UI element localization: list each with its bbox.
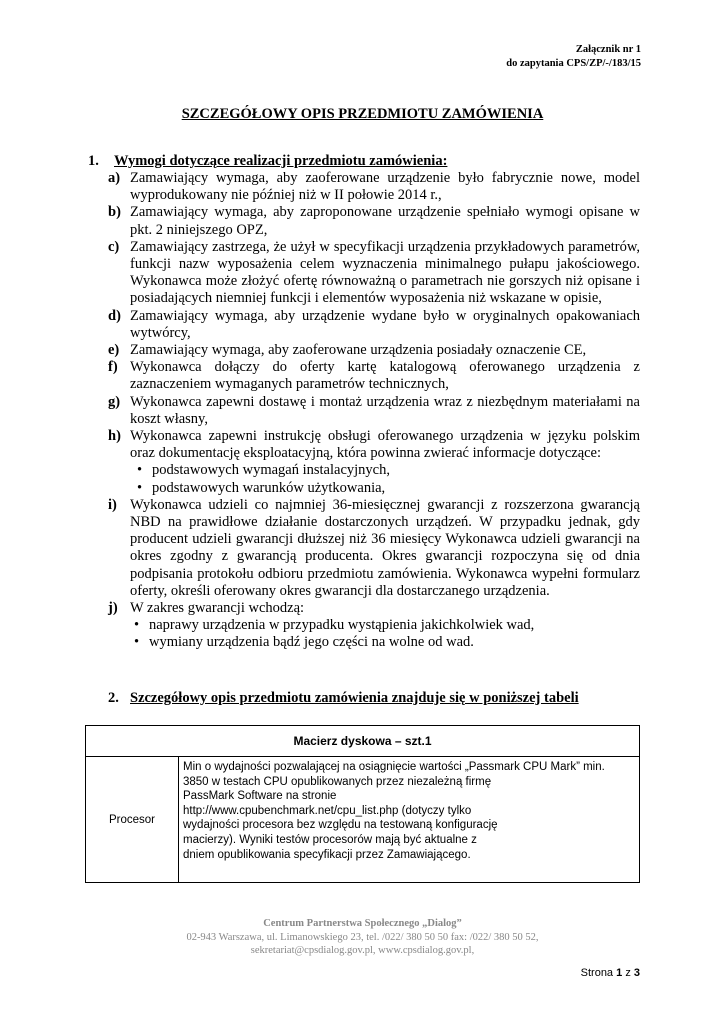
table-header-cell: Macierz dyskowa – szt.1 bbox=[86, 726, 640, 757]
description-line: http://www.cpubenchmark.net/cpu_list.php (dotyczy tylko bbox=[183, 804, 472, 817]
item-text: Wykonawca udzieli co najmniej 36-miesięcznej gwarancji z rozszerzona gwarancją NBD na prawidłowe działanie dostarczonych urządzeń. W przypadku jednak, gdy producent udzieli gwarancji dłuższej niż 36 miesięcy Wykonawca udzieli gwarancji na okres zgodny z gwarancją producenta. Okres gwarancji rozpoczyna się od dnia podpisania protokołu odbioru przedmiotu zamówienia. Wykonawca wypełni formularz oferty, określi oferowany okres gwarancji dla dostarczanego urządzenia. bbox=[130, 496, 640, 599]
item-letter: c) bbox=[108, 238, 120, 255]
section-1-title: Wymogi dotyczące realizacji przedmiotu zamówienia: bbox=[114, 153, 448, 169]
item-letter: a) bbox=[108, 170, 121, 186]
table-header-row bbox=[86, 726, 640, 757]
section-1-heading bbox=[88, 153, 447, 170]
item-text: Zamawiający zastrzega, że użył w specyfikacji urządzenia przykładowych parametrów, funkcji nazw wyposażenia celem wyznaczenia minimalnego pułapu jakościowego. Wykonawca może złożyć ofertę równoważną o parametrach nie gorszych niż opisane i posiadających niemniej funkcji i elementów wyposażenia niż wskazane w opisie, bbox=[130, 238, 640, 307]
table-row bbox=[86, 757, 640, 883]
item-letter: j) bbox=[108, 600, 118, 617]
bullet-item bbox=[108, 462, 640, 479]
page-separator: z bbox=[625, 967, 631, 979]
item-text: Zamawiający wymaga, aby zaproponowane urządzenie spełniało wymogi opisane w pkt. 2 niniejszego OPZ, bbox=[130, 204, 640, 238]
bullet-icon: • bbox=[134, 634, 140, 651]
footer-address: 02-943 Warszawa, ul. Limanowskiego 23, tel. /022/ 380 50 50 fax: /022/ 380 50 52, bbox=[186, 931, 539, 943]
list-item-g bbox=[108, 394, 640, 428]
bullet-text: naprawy urządzenia w przypadku wystąpienia jakichkolwiek wad, bbox=[149, 617, 535, 634]
page-prefix: Strona bbox=[580, 967, 614, 979]
item-letter: h) bbox=[108, 428, 121, 445]
footer-organization: Centrum Partnerstwa Społecznego „Dialog” bbox=[263, 918, 462, 929]
description-line: PassMark Software na stronie bbox=[183, 790, 337, 803]
row-description-cell bbox=[179, 757, 640, 883]
item-text: Wykonawca zapewni instrukcję obsługi oferowanego urządzenia w języku polskim oraz dokumentację eksploatacyjną, która powinna zwierać informacje dotyczące: bbox=[130, 428, 640, 462]
document-title: SZCZEGÓŁOWY OPIS PRZEDMIOTU ZAMÓWIENIA bbox=[181, 106, 544, 122]
description-line: dniem opublikowania specyfikacji przez Zamawiającego. bbox=[183, 848, 471, 861]
item-letter: d) bbox=[108, 307, 121, 324]
item-letter: g) bbox=[108, 393, 121, 410]
footer-contact: sekretariat@cpsdialog.gov.pl, www.cpsdialog.gov.pl, bbox=[250, 945, 475, 956]
bullet-icon: • bbox=[137, 479, 143, 496]
item-text: Zamawiający wymaga, aby zaoferowane urządzenia posiadały oznaczenie CE, bbox=[130, 342, 587, 359]
page-total: 3 bbox=[633, 967, 640, 979]
section-2-heading bbox=[108, 690, 579, 707]
item-text: Zamawiający wymaga, aby urządzenie wydane było w oryginalnych opakowaniach wytwórcy, bbox=[130, 307, 640, 341]
description-line: 3850 w testach CPU opublikowanych przez niezależną firmę bbox=[183, 775, 492, 788]
list-item-b bbox=[108, 204, 640, 238]
bullet-item bbox=[108, 617, 640, 634]
item-letter: e) bbox=[108, 342, 120, 359]
attachment-label: Załącznik nr 1 bbox=[575, 44, 641, 55]
bullet-text: podstawowych wymagań instalacyjnych, bbox=[152, 462, 390, 479]
list-item-c bbox=[108, 239, 640, 308]
page-current: 1 bbox=[616, 967, 623, 979]
section-2-number: 2. bbox=[108, 690, 119, 706]
bullet-icon: • bbox=[134, 617, 140, 634]
description-line: wydajności procesora bez względu na testowaną konfigurację bbox=[183, 819, 498, 832]
page-footer bbox=[0, 917, 725, 958]
bullet-item bbox=[108, 634, 640, 651]
item-letter: b) bbox=[108, 204, 121, 221]
list-item-f bbox=[108, 359, 640, 393]
list-item-e bbox=[108, 342, 640, 359]
inquiry-reference: do zapytania CPS/ZP/-/183/15 bbox=[506, 58, 641, 69]
item-text: W zakres gwarancji wchodzą: bbox=[130, 600, 305, 617]
bullet-icon: • bbox=[137, 462, 143, 479]
specification-table bbox=[85, 725, 640, 883]
bullet-text: wymiany urządzenia bądź jego części na wolne od wad. bbox=[149, 634, 474, 651]
list-item-i bbox=[108, 497, 640, 600]
item-text: Wykonawca zapewni dostawę i montaż urządzenia wraz z niezbędnym materiałami na koszt własny, bbox=[130, 393, 640, 427]
list-item-h bbox=[108, 428, 640, 462]
item-letter: i) bbox=[108, 496, 117, 513]
bullet-text: podstawowych warunków użytkowania, bbox=[152, 479, 386, 496]
description-line: Min o wydajności pozwalającej na osiągnięcie wartości „Passmark CPU Mark” min. bbox=[183, 761, 605, 773]
page-number bbox=[581, 967, 640, 979]
bullet-item bbox=[108, 480, 640, 497]
row-label-cell: Procesor bbox=[86, 757, 179, 883]
item-letter: f) bbox=[108, 359, 118, 376]
list-item-j bbox=[108, 600, 640, 617]
section-1-number: 1. bbox=[88, 153, 99, 169]
item-text: Wykonawca dołączy do oferty kartę katalogową oferowanego urządzenia z zaznaczeniem wymaganych parametrów technicznych, bbox=[130, 359, 640, 393]
description-line: macierzy). Wyniki testów procesorów mają być aktualne z bbox=[183, 833, 477, 846]
item-text: Zamawiający wymaga, aby zaoferowane urządzenie było fabrycznie nowe, model wyprodukowany nie później niż w II połowie 2014 r., bbox=[130, 170, 640, 204]
requirements-list bbox=[108, 170, 640, 652]
section-2-title: Szczegółowy opis przedmiotu zamówienia znajduje się w poniższej tabeli bbox=[130, 690, 579, 706]
list-item-d bbox=[108, 308, 640, 342]
list-item-a bbox=[108, 170, 640, 204]
